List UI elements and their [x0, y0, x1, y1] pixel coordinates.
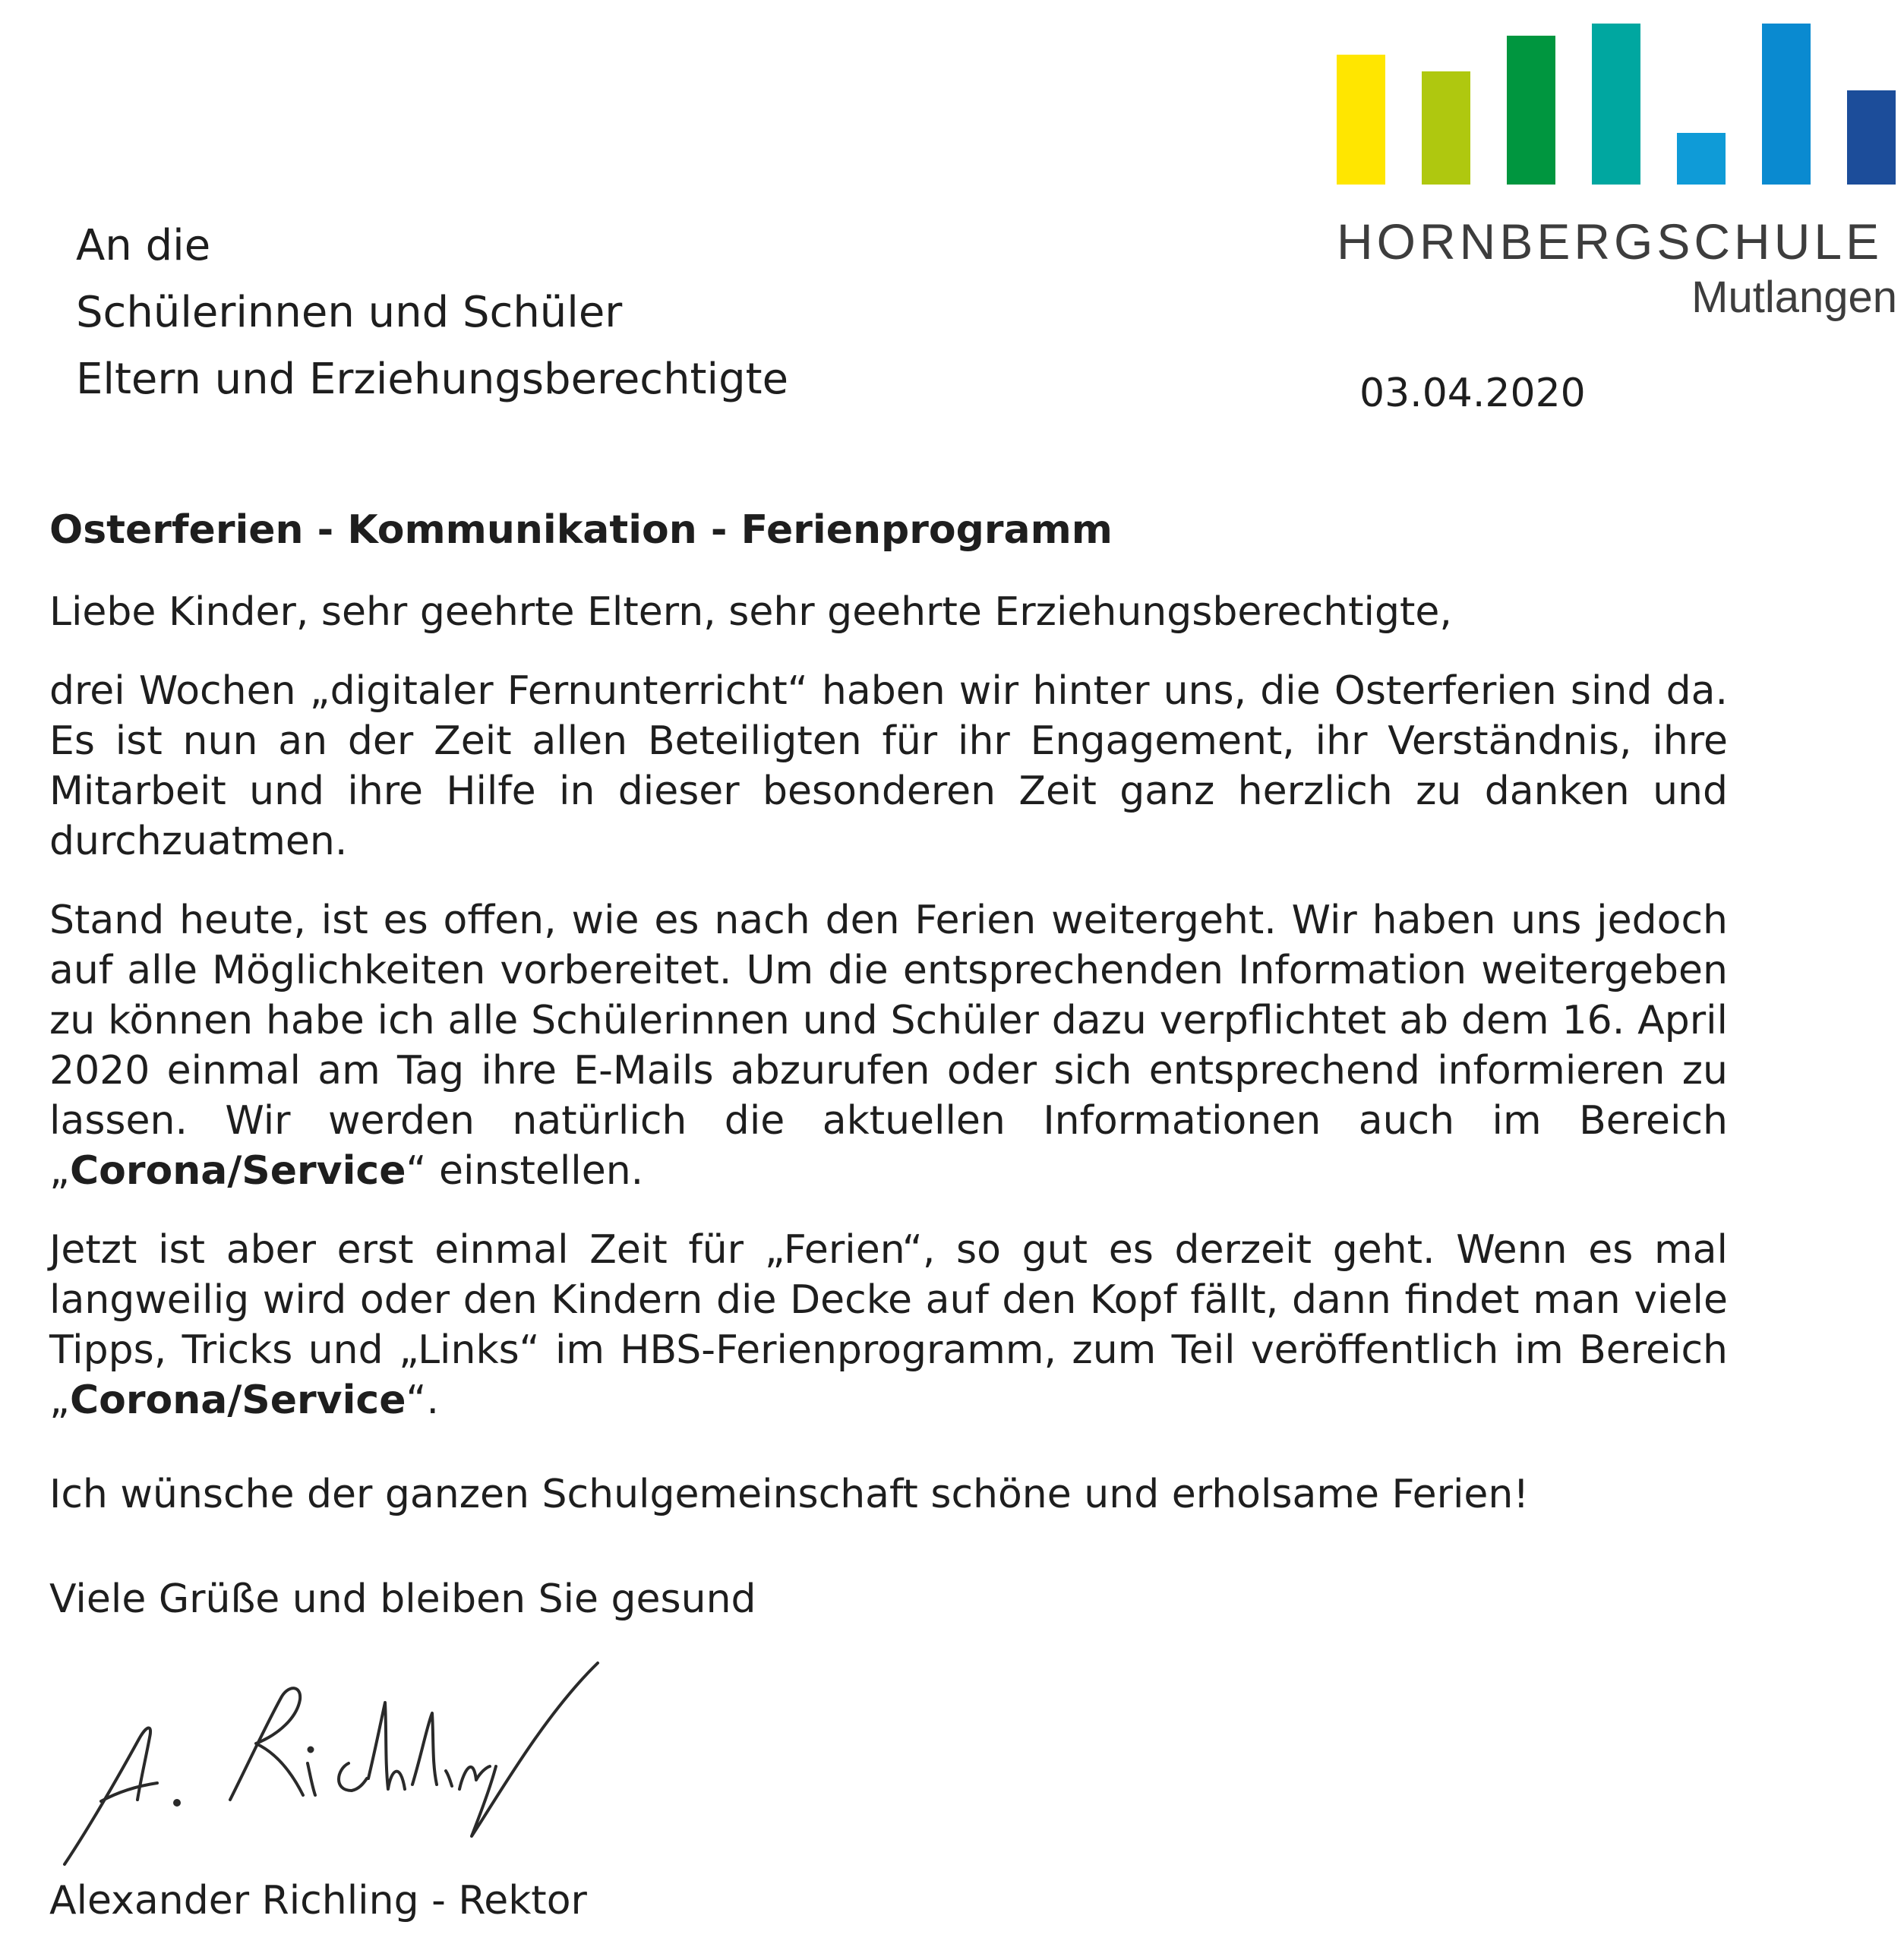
recipient-line-2: Schülerinnen und Schüler — [76, 288, 623, 337]
paragraph-2 — [49, 895, 1728, 1196]
letter-date: 03.04.2020 — [1359, 371, 1586, 416]
logo-bar-5 — [1677, 133, 1726, 185]
logo-bar-6 — [1762, 24, 1811, 185]
closing-wishes: Ich wünsche der ganzen Schulgemeinschaft schöne und erholsame Ferien! — [49, 1472, 1530, 1517]
paragraph-3-end: “. — [406, 1378, 439, 1423]
letter-body — [49, 505, 1728, 1624]
logo-bar-7 — [1847, 90, 1896, 185]
paragraph-3-text: Jetzt ist aber erst einmal Zeit für „Ferien“, so gut es derzeit geht. Wenn es mal langweilig wird oder den Kindern die Decke auf den Kopf fällt, dann findet man viele Tipps, Tricks und „Links“ im HBS-Ferienprogramm, zum Teil veröffentlich im Bereich „ — [49, 1227, 1728, 1423]
logo-bar-1 — [1337, 55, 1385, 185]
paragraph-3 — [49, 1225, 1728, 1425]
paragraph-2-text: Stand heute, ist es offen, wie es nach den Ferien weitergeht. Wir haben uns jedoch auf alle Möglichkeiten vorbereitet. Um die entsprechenden Information weitergeben zu können habe ich alle Schülerinnen und Schüler dazu verpflichtet ab dem 16. April 2020 einmal am Tag ihre E-Mails abzurufen oder sich entsprechend informieren zu lassen. Wir werden natürlich die aktuellen Informationen auch im Bereich „ — [49, 898, 1728, 1194]
signer-name: Alexander Richling - Rektor — [49, 1878, 587, 1923]
paragraph-1: drei Wochen „digitaler Fernunterricht“ haben wir hinter uns, die Osterferien sind da. Es ist nun an der Zeit allen Beteiligten für ihr Engagement, ihr Verständnis, ihre Mitarbeit und ihre Hilfe in dieser besonderen Zeit ganz herzlich zu danken und durchzuatmen. — [49, 668, 1728, 864]
recipient-line-3: Eltern und Erziehungsberechtigte — [76, 355, 789, 404]
handwritten-signature — [57, 1640, 604, 1868]
corona-service-highlight: Corona/Service — [69, 1378, 406, 1423]
logo-town-name: Mutlangen — [1691, 273, 1897, 322]
recipient-address — [76, 213, 788, 413]
logo-bar-4 — [1592, 24, 1640, 185]
corona-service-highlight: Corona/Service — [69, 1148, 406, 1194]
greeting: Viele Grüße und bleiben Sie gesund — [49, 1576, 756, 1622]
logo-school-name: HORNBERGSCHULE — [1337, 213, 1883, 270]
logo-bar-2 — [1422, 71, 1470, 185]
recipient-line-1: An die — [76, 221, 211, 270]
letter-salutation: Liebe Kinder, sehr geehrte Eltern, sehr geehrte Erziehungsberechtigte, — [49, 589, 1452, 635]
school-logo — [1337, 14, 1899, 333]
paragraph-2-end: “ einstellen. — [406, 1148, 644, 1194]
letter-subject: Osterferien - Kommunikation - Ferienprogramm — [49, 507, 1113, 553]
logo-bars — [1337, 14, 1899, 185]
logo-bar-3 — [1507, 36, 1555, 185]
